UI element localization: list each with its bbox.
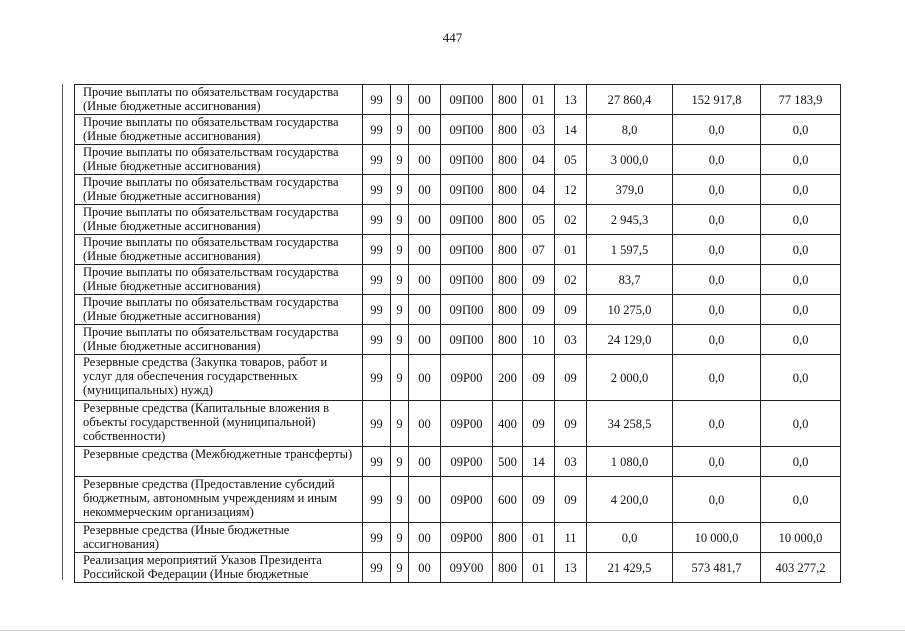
table-row	[75, 235, 841, 265]
amount-1: 8,0	[587, 115, 673, 145]
code-1: 99	[363, 477, 391, 523]
row-name: Прочие выплаты по обязательствам государства (Иные бюджетные ассигнования)	[75, 145, 363, 175]
amount-1: 27 860,4	[587, 85, 673, 115]
code-2: 9	[391, 175, 409, 205]
code-3: 00	[409, 115, 441, 145]
table-row	[75, 295, 841, 325]
expense-type: 800	[493, 553, 523, 583]
row-name: Прочие выплаты по обязательствам государства (Иные бюджетные ассигнования)	[75, 325, 363, 355]
table-row	[75, 85, 841, 115]
table-row	[75, 205, 841, 235]
amount-1: 34 258,5	[587, 401, 673, 447]
code-3: 00	[409, 235, 441, 265]
amount-3: 77 183,9	[761, 85, 841, 115]
table-row	[75, 325, 841, 355]
page-number: 447	[442, 30, 463, 45]
amount-1: 83,7	[587, 265, 673, 295]
target-code: 09Р00	[441, 355, 493, 401]
section: 04	[523, 145, 555, 175]
subsection: 09	[555, 355, 587, 401]
section: 09	[523, 295, 555, 325]
amount-2: 0,0	[673, 115, 761, 145]
scan-edge	[0, 630, 905, 631]
code-1: 99	[363, 325, 391, 355]
section: 01	[523, 85, 555, 115]
row-name: Реализация мероприятий Указов Президента Российской Федерации (Иные бюджетные	[75, 553, 363, 583]
amount-1: 379,0	[587, 175, 673, 205]
code-2: 9	[391, 477, 409, 523]
section: 05	[523, 205, 555, 235]
amount-2: 0,0	[673, 235, 761, 265]
subsection: 01	[555, 235, 587, 265]
expense-type: 500	[493, 447, 523, 477]
expense-type: 800	[493, 295, 523, 325]
expense-type: 800	[493, 205, 523, 235]
code-2: 9	[391, 115, 409, 145]
table-row	[75, 401, 841, 447]
amount-2: 0,0	[673, 355, 761, 401]
code-3: 00	[409, 523, 441, 553]
subsection: 13	[555, 553, 587, 583]
section: 09	[523, 477, 555, 523]
row-name: Прочие выплаты по обязательствам государства (Иные бюджетные ассигнования)	[75, 265, 363, 295]
budget-table	[74, 84, 841, 583]
code-1: 99	[363, 401, 391, 447]
code-1: 99	[363, 553, 391, 583]
amount-2: 0,0	[673, 175, 761, 205]
code-3: 00	[409, 295, 441, 325]
section: 09	[523, 265, 555, 295]
amount-1: 2 000,0	[587, 355, 673, 401]
code-2: 9	[391, 145, 409, 175]
code-1: 99	[363, 265, 391, 295]
table-row	[75, 355, 841, 401]
code-2: 9	[391, 235, 409, 265]
amount-2: 152 917,8	[673, 85, 761, 115]
amount-1: 0,0	[587, 523, 673, 553]
code-3: 00	[409, 205, 441, 235]
code-2: 9	[391, 325, 409, 355]
expense-type: 800	[493, 145, 523, 175]
amount-1: 10 275,0	[587, 295, 673, 325]
amount-3: 0,0	[761, 355, 841, 401]
target-code: 09П00	[441, 145, 493, 175]
code-1: 99	[363, 235, 391, 265]
code-1: 99	[363, 523, 391, 553]
margin-line	[62, 84, 63, 580]
target-code: 09П00	[441, 295, 493, 325]
amount-2: 0,0	[673, 401, 761, 447]
amount-3: 10 000,0	[761, 523, 841, 553]
amount-1: 1 597,5	[587, 235, 673, 265]
section: 09	[523, 401, 555, 447]
expense-type: 800	[493, 523, 523, 553]
subsection: 12	[555, 175, 587, 205]
section: 04	[523, 175, 555, 205]
code-1: 99	[363, 447, 391, 477]
amount-3: 0,0	[761, 447, 841, 477]
expense-type: 800	[493, 235, 523, 265]
code-2: 9	[391, 553, 409, 583]
table-row	[75, 145, 841, 175]
row-name: Прочие выплаты по обязательствам государства (Иные бюджетные ассигнования)	[75, 85, 363, 115]
table-row	[75, 265, 841, 295]
amount-3: 0,0	[761, 205, 841, 235]
row-name: Резервные средства (Закупка товаров, работ и услуг для обеспечения государственных (муниципальных) нужд)	[75, 355, 363, 401]
code-3: 00	[409, 447, 441, 477]
code-3: 00	[409, 553, 441, 583]
amount-3: 0,0	[761, 145, 841, 175]
amount-2: 573 481,7	[673, 553, 761, 583]
row-name: Резервные средства (Капитальные вложения в объекты государственной (муниципальной) собственности)	[75, 401, 363, 447]
row-name: Резервные средства (Иные бюджетные ассигнования)	[75, 523, 363, 553]
code-2: 9	[391, 401, 409, 447]
code-2: 9	[391, 85, 409, 115]
row-name: Резервные средства (Предоставление субсидий бюджетным, автономным учреждениям и иным некоммерческим организациям)	[75, 477, 363, 523]
code-1: 99	[363, 295, 391, 325]
amount-2: 0,0	[673, 295, 761, 325]
subsection: 03	[555, 447, 587, 477]
row-name: Прочие выплаты по обязательствам государства (Иные бюджетные ассигнования)	[75, 115, 363, 145]
target-code: 09П00	[441, 235, 493, 265]
expense-type: 800	[493, 265, 523, 295]
table-row	[75, 447, 841, 477]
section: 09	[523, 355, 555, 401]
target-code: 09Р00	[441, 401, 493, 447]
section: 01	[523, 553, 555, 583]
table-row	[75, 477, 841, 523]
code-1: 99	[363, 145, 391, 175]
table-row	[75, 115, 841, 145]
amount-3: 0,0	[761, 175, 841, 205]
target-code: 09П00	[441, 265, 493, 295]
code-3: 00	[409, 355, 441, 401]
amount-3: 0,0	[761, 235, 841, 265]
amount-1: 1 080,0	[587, 447, 673, 477]
subsection: 09	[555, 477, 587, 523]
section: 07	[523, 235, 555, 265]
code-3: 00	[409, 265, 441, 295]
code-1: 99	[363, 355, 391, 401]
amount-2: 0,0	[673, 205, 761, 235]
row-name: Прочие выплаты по обязательствам государства (Иные бюджетные ассигнования)	[75, 175, 363, 205]
code-1: 99	[363, 115, 391, 145]
table-row	[75, 523, 841, 553]
target-code: 09Р00	[441, 477, 493, 523]
amount-2: 0,0	[673, 265, 761, 295]
expense-type: 800	[493, 115, 523, 145]
amount-2: 0,0	[673, 325, 761, 355]
code-3: 00	[409, 85, 441, 115]
amount-2: 0,0	[673, 447, 761, 477]
amount-2: 0,0	[673, 145, 761, 175]
amount-3: 0,0	[761, 265, 841, 295]
table-row	[75, 553, 841, 583]
expense-type: 800	[493, 325, 523, 355]
target-code: 09П00	[441, 85, 493, 115]
target-code: 09Р00	[441, 447, 493, 477]
code-2: 9	[391, 523, 409, 553]
amount-1: 3 000,0	[587, 145, 673, 175]
target-code: 09П00	[441, 325, 493, 355]
row-name: Резервные средства (Межбюджетные трансферты)	[75, 447, 363, 477]
amount-3: 0,0	[761, 401, 841, 447]
row-name: Прочие выплаты по обязательствам государства (Иные бюджетные ассигнования)	[75, 295, 363, 325]
amount-3: 0,0	[761, 295, 841, 325]
expense-type: 600	[493, 477, 523, 523]
row-name: Прочие выплаты по обязательствам государства (Иные бюджетные ассигнования)	[75, 235, 363, 265]
code-3: 00	[409, 175, 441, 205]
section: 10	[523, 325, 555, 355]
code-2: 9	[391, 447, 409, 477]
expense-type: 400	[493, 401, 523, 447]
section: 03	[523, 115, 555, 145]
amount-3: 0,0	[761, 115, 841, 145]
amount-3: 403 277,2	[761, 553, 841, 583]
code-1: 99	[363, 175, 391, 205]
code-3: 00	[409, 401, 441, 447]
amount-1: 24 129,0	[587, 325, 673, 355]
section: 14	[523, 447, 555, 477]
amount-3: 0,0	[761, 325, 841, 355]
subsection: 02	[555, 265, 587, 295]
subsection: 05	[555, 145, 587, 175]
subsection: 13	[555, 85, 587, 115]
code-2: 9	[391, 355, 409, 401]
code-1: 99	[363, 205, 391, 235]
section: 01	[523, 523, 555, 553]
table-body	[75, 85, 841, 583]
expense-type: 800	[493, 175, 523, 205]
code-2: 9	[391, 265, 409, 295]
target-code: 09У00	[441, 553, 493, 583]
amount-2: 0,0	[673, 477, 761, 523]
row-name: Прочие выплаты по обязательствам государства (Иные бюджетные ассигнования)	[75, 205, 363, 235]
code-3: 00	[409, 477, 441, 523]
code-3: 00	[409, 145, 441, 175]
subsection: 09	[555, 401, 587, 447]
amount-1: 21 429,5	[587, 553, 673, 583]
code-2: 9	[391, 205, 409, 235]
subsection: 14	[555, 115, 587, 145]
expense-type: 200	[493, 355, 523, 401]
target-code: 09П00	[441, 205, 493, 235]
target-code: 09Р00	[441, 523, 493, 553]
amount-3: 0,0	[761, 477, 841, 523]
amount-1: 4 200,0	[587, 477, 673, 523]
target-code: 09П00	[441, 115, 493, 145]
subsection: 02	[555, 205, 587, 235]
amount-2: 10 000,0	[673, 523, 761, 553]
expense-type: 800	[493, 85, 523, 115]
target-code: 09П00	[441, 175, 493, 205]
subsection: 11	[555, 523, 587, 553]
table-row	[75, 175, 841, 205]
code-3: 00	[409, 325, 441, 355]
subsection: 03	[555, 325, 587, 355]
code-1: 99	[363, 85, 391, 115]
code-2: 9	[391, 295, 409, 325]
amount-1: 2 945,3	[587, 205, 673, 235]
subsection: 09	[555, 295, 587, 325]
